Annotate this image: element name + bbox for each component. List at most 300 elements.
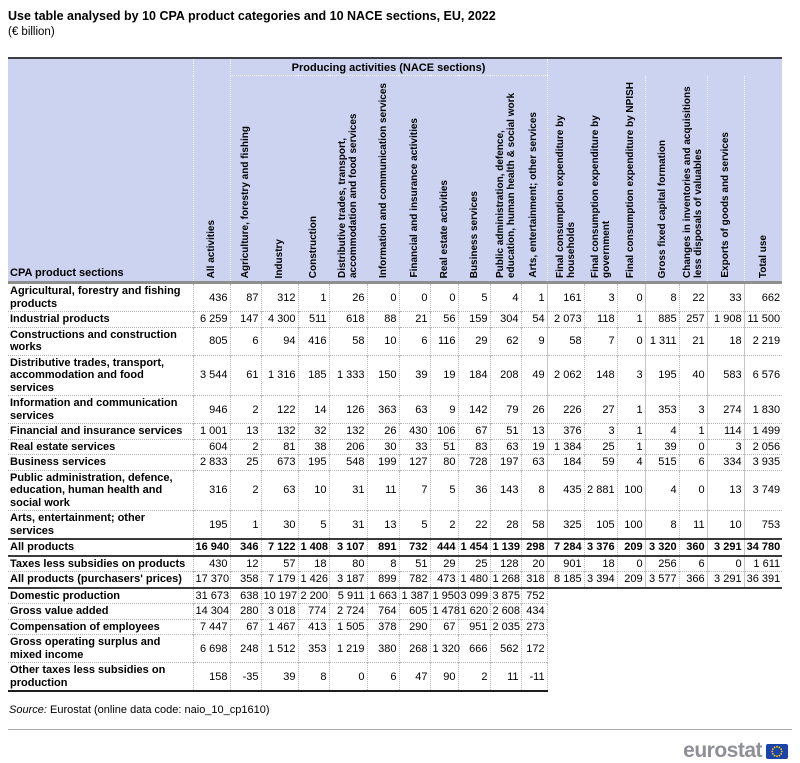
value-cell: 7 xyxy=(584,327,617,355)
value-cell: 2 056 xyxy=(744,439,782,455)
value-cell: 88 xyxy=(367,312,399,328)
column-header xyxy=(193,76,230,283)
value-cell: 47 xyxy=(399,663,430,692)
value-cell: 0 xyxy=(617,327,645,355)
value-cell: 161 xyxy=(547,283,584,312)
value-cell: 80 xyxy=(430,455,458,471)
value-cell: 353 xyxy=(298,635,329,663)
value-cell: 2 608 xyxy=(490,604,521,620)
value-cell: 3 xyxy=(679,396,707,424)
value-cell: 366 xyxy=(679,572,707,588)
value-cell: 195 xyxy=(645,355,679,396)
column-header xyxy=(399,76,430,283)
value-cell: 1 333 xyxy=(329,355,367,396)
value-cell: 10 xyxy=(298,470,329,511)
row-label: Arts, entertainment; other services xyxy=(8,511,193,540)
value-cell: 0 xyxy=(617,283,645,312)
value-cell: 26 xyxy=(367,424,399,440)
value-cell: 172 xyxy=(521,635,547,663)
eu-flag-icon xyxy=(766,744,788,759)
value-cell: 318 xyxy=(521,572,547,588)
value-cell: 2 881 xyxy=(584,470,617,511)
value-cell: 1 454 xyxy=(458,539,490,556)
value-cell: 728 xyxy=(458,455,490,471)
column-header-text: Industry xyxy=(274,238,285,278)
value-cell: 346 xyxy=(230,539,261,556)
empty-cell xyxy=(547,635,782,663)
value-cell: 515 xyxy=(645,455,679,471)
value-cell: 57 xyxy=(261,556,298,572)
table-row xyxy=(8,455,782,471)
value-cell: 118 xyxy=(584,312,617,328)
value-cell: 1 xyxy=(521,283,547,312)
value-cell: 4 300 xyxy=(261,312,298,328)
value-cell: 87 xyxy=(230,283,261,312)
unit-label: (€ billion) xyxy=(8,26,55,38)
column-header xyxy=(584,76,617,283)
value-cell: 0 xyxy=(707,556,744,572)
value-cell: 1 499 xyxy=(744,424,782,440)
value-cell: 1 408 xyxy=(298,539,329,556)
value-cell: 94 xyxy=(261,327,298,355)
column-header-text: Changes in inventories and acquisitions less disposals of valuables xyxy=(681,86,704,278)
value-cell: 774 xyxy=(298,604,329,620)
value-cell: 199 xyxy=(367,455,399,471)
value-cell: 127 xyxy=(399,455,430,471)
value-cell: 4 xyxy=(645,424,679,440)
value-cell: 638 xyxy=(230,588,261,604)
value-cell: 40 xyxy=(679,355,707,396)
value-cell: 67 xyxy=(230,619,261,635)
value-cell: 195 xyxy=(193,511,230,540)
value-cell: 8 xyxy=(298,663,329,692)
value-cell: 473 xyxy=(430,572,458,588)
value-cell: 430 xyxy=(399,424,430,440)
value-cell: 206 xyxy=(329,439,367,455)
value-cell: 1 387 xyxy=(399,588,430,604)
column-header xyxy=(298,76,329,283)
value-cell: 1 320 xyxy=(430,635,458,663)
value-cell: 891 xyxy=(367,539,399,556)
value-cell: 6 xyxy=(230,327,261,355)
value-cell: 3 935 xyxy=(744,455,782,471)
value-cell: 61 xyxy=(230,355,261,396)
value-cell: 1 480 xyxy=(458,572,490,588)
value-cell: 380 xyxy=(367,635,399,663)
column-header xyxy=(458,76,490,283)
value-cell: 3 291 xyxy=(707,572,744,588)
value-cell: 16 940 xyxy=(193,539,230,556)
row-label: Industrial products xyxy=(8,312,193,328)
value-cell: 0 xyxy=(617,556,645,572)
value-cell: 67 xyxy=(458,424,490,440)
value-cell: 142 xyxy=(458,396,490,424)
value-cell: 185 xyxy=(298,355,329,396)
value-cell: 8 xyxy=(521,470,547,511)
value-cell: 0 xyxy=(430,283,458,312)
value-cell: 1 xyxy=(298,283,329,312)
value-cell: 618 xyxy=(329,312,367,328)
value-cell: 248 xyxy=(230,635,261,663)
column-header-text: Public administration, defence, education, human health & social work xyxy=(494,92,517,278)
table-row xyxy=(8,511,782,540)
value-cell: 197 xyxy=(490,455,521,471)
value-cell: 2 833 xyxy=(193,455,230,471)
value-cell: 2 062 xyxy=(547,355,584,396)
header-corner xyxy=(8,58,193,76)
value-cell: 312 xyxy=(261,283,298,312)
column-header xyxy=(367,76,399,283)
empty-cell xyxy=(547,663,782,692)
row-label: Taxes less subsidies on products xyxy=(8,556,193,572)
column-header-text: Agriculture, forestry and fishing xyxy=(240,125,252,278)
column-header-text: Total use xyxy=(757,234,769,278)
column-header xyxy=(490,76,521,283)
value-cell: 32 xyxy=(298,424,329,440)
value-cell: 5 911 xyxy=(329,588,367,604)
value-cell: 132 xyxy=(329,424,367,440)
table-row xyxy=(8,604,782,620)
value-cell: 36 391 xyxy=(744,572,782,588)
row-label: Information and communication services xyxy=(8,396,193,424)
value-cell: 39 xyxy=(261,663,298,692)
value-cell: 6 698 xyxy=(193,635,230,663)
column-header xyxy=(617,76,645,283)
value-cell: 1 611 xyxy=(744,556,782,572)
value-cell: -35 xyxy=(230,663,261,692)
value-cell: 39 xyxy=(645,439,679,455)
value-cell: 21 xyxy=(399,312,430,328)
column-header xyxy=(430,76,458,283)
column-header xyxy=(329,76,367,283)
source-note xyxy=(9,704,792,716)
column-header-text: Final consumption expenditure by households xyxy=(554,115,577,278)
value-cell: 8 185 xyxy=(547,572,584,588)
value-cell: 79 xyxy=(490,396,521,424)
value-cell: 150 xyxy=(367,355,399,396)
value-cell: 100 xyxy=(617,511,645,540)
value-cell: 29 xyxy=(430,556,458,572)
value-cell: 31 673 xyxy=(193,588,230,604)
header-all-activities-top xyxy=(193,58,230,76)
value-cell: 10 197 xyxy=(261,588,298,604)
value-cell: 1 xyxy=(617,396,645,424)
value-cell: 6 xyxy=(679,556,707,572)
value-cell: 13 xyxy=(367,511,399,540)
value-cell: 20 xyxy=(521,556,547,572)
value-cell: 58 xyxy=(521,511,547,540)
column-header xyxy=(261,76,298,283)
value-cell: 10 xyxy=(707,511,744,540)
value-cell: 10 xyxy=(367,327,399,355)
table-row xyxy=(8,619,782,635)
row-label: Domestic production xyxy=(8,588,193,604)
value-cell: 63 xyxy=(261,470,298,511)
value-cell: 29 xyxy=(458,327,490,355)
value-cell: 5 xyxy=(458,283,490,312)
value-cell: 25 xyxy=(584,439,617,455)
value-cell: 14 304 xyxy=(193,604,230,620)
value-cell: 63 xyxy=(521,455,547,471)
value-cell: 7 xyxy=(399,470,430,511)
value-cell: 132 xyxy=(261,424,298,440)
value-cell: 1 467 xyxy=(261,619,298,635)
value-cell: 1 268 xyxy=(490,572,521,588)
row-label: Constructions and construction works xyxy=(8,327,193,355)
table-row xyxy=(8,635,782,663)
value-cell: 12 xyxy=(230,556,261,572)
column-header-text: Information and communication services xyxy=(377,82,389,278)
row-label: Gross operating surplus and mixed income xyxy=(8,635,193,663)
value-cell: 764 xyxy=(367,604,399,620)
value-cell: 3 xyxy=(584,424,617,440)
value-cell: 2 xyxy=(458,663,490,692)
value-cell: 2 073 xyxy=(547,312,584,328)
table-row xyxy=(8,470,782,511)
value-cell: 209 xyxy=(617,572,645,588)
value-cell: 1 311 xyxy=(645,327,679,355)
value-cell: 0 xyxy=(367,283,399,312)
value-cell: 0 xyxy=(399,283,430,312)
value-cell: 22 xyxy=(458,511,490,540)
value-cell: 378 xyxy=(367,619,399,635)
value-cell: 2 035 xyxy=(490,619,521,635)
value-cell: 1 512 xyxy=(261,635,298,663)
value-cell: 6 xyxy=(399,327,430,355)
column-header-text: Gross fixed capital formation xyxy=(656,139,668,278)
column-header xyxy=(547,76,584,283)
value-cell: 3 xyxy=(584,283,617,312)
value-cell: 4 xyxy=(645,470,679,511)
value-cell: 885 xyxy=(645,312,679,328)
value-cell: 3 394 xyxy=(584,572,617,588)
value-cell: 59 xyxy=(584,455,617,471)
value-cell: 1 xyxy=(617,312,645,328)
value-cell: 19 xyxy=(521,439,547,455)
value-cell: 1 478 xyxy=(430,604,458,620)
column-header-text: Real estate activities xyxy=(438,179,450,278)
value-cell: 782 xyxy=(399,572,430,588)
value-cell: 548 xyxy=(329,455,367,471)
value-cell: 90 xyxy=(430,663,458,692)
row-label: Real estate services xyxy=(8,439,193,455)
value-cell: 13 xyxy=(230,424,261,440)
table-row xyxy=(8,572,782,588)
value-cell: 583 xyxy=(707,355,744,396)
value-cell: 376 xyxy=(547,424,584,440)
value-cell: 63 xyxy=(399,396,430,424)
table-row xyxy=(8,556,782,572)
value-cell: 11 xyxy=(490,663,521,692)
value-cell: 0 xyxy=(679,439,707,455)
value-cell: 184 xyxy=(547,455,584,471)
value-cell: 209 xyxy=(617,539,645,556)
value-cell: 51 xyxy=(490,424,521,440)
value-cell: 3 xyxy=(617,355,645,396)
value-cell: 51 xyxy=(399,556,430,572)
value-cell: 18 xyxy=(707,327,744,355)
value-cell: 434 xyxy=(521,604,547,620)
value-cell: 3 320 xyxy=(645,539,679,556)
value-cell: 1 620 xyxy=(458,604,490,620)
value-cell: 11 xyxy=(367,470,399,511)
column-header-text: Distributive trades, transport, accommodation and food services xyxy=(337,113,359,278)
value-cell: 416 xyxy=(298,327,329,355)
value-cell: 126 xyxy=(329,396,367,424)
value-cell: 5 xyxy=(430,470,458,511)
value-cell: 195 xyxy=(298,455,329,471)
value-cell: 19 xyxy=(430,355,458,396)
value-cell: 128 xyxy=(490,556,521,572)
value-cell: 184 xyxy=(458,355,490,396)
value-cell: 6 259 xyxy=(193,312,230,328)
row-label: Other taxes less subsidies on production xyxy=(8,663,193,692)
value-cell: 18 xyxy=(298,556,329,572)
row-label: Financial and insurance services xyxy=(8,424,193,440)
value-cell: 0 xyxy=(329,663,367,692)
value-cell: 7 447 xyxy=(193,619,230,635)
value-cell: 752 xyxy=(521,588,547,604)
value-cell: 7 284 xyxy=(547,539,584,556)
row-label: Gross value added xyxy=(8,604,193,620)
value-cell: 114 xyxy=(707,424,744,440)
value-cell: 1 139 xyxy=(490,539,521,556)
table-row xyxy=(8,439,782,455)
value-cell: 753 xyxy=(744,511,782,540)
value-cell: 49 xyxy=(521,355,547,396)
value-cell: 280 xyxy=(230,604,261,620)
value-cell: 33 xyxy=(399,439,430,455)
value-cell: 39 xyxy=(399,355,430,396)
value-cell: 0 xyxy=(679,470,707,511)
table-row xyxy=(8,663,782,692)
value-cell: 2 724 xyxy=(329,604,367,620)
value-cell: 1 908 xyxy=(707,312,744,328)
value-cell: 7 179 xyxy=(261,572,298,588)
table-row xyxy=(8,424,782,440)
value-cell: 363 xyxy=(367,396,399,424)
value-cell: 5 xyxy=(298,511,329,540)
source-text: Eurostat (online data code: naio_10_cp1610) xyxy=(49,704,270,716)
value-cell: 2 xyxy=(430,511,458,540)
value-cell: 6 576 xyxy=(744,355,782,396)
value-cell: 226 xyxy=(547,396,584,424)
page-title: Use table analysed by 10 CPA product categories and 10 NACE sections, EU, 2022 xyxy=(8,9,496,23)
value-cell: 11 xyxy=(679,511,707,540)
value-cell: 2 xyxy=(230,470,261,511)
value-cell: 158 xyxy=(193,663,230,692)
value-cell: 147 xyxy=(230,312,261,328)
value-cell: 435 xyxy=(547,470,584,511)
value-cell: 1 316 xyxy=(261,355,298,396)
table-row xyxy=(8,327,782,355)
value-cell: 2 219 xyxy=(744,327,782,355)
value-cell: 18 xyxy=(584,556,617,572)
value-cell: 353 xyxy=(645,396,679,424)
value-cell: 80 xyxy=(329,556,367,572)
value-cell: 805 xyxy=(193,327,230,355)
value-cell: 143 xyxy=(490,470,521,511)
value-cell: 605 xyxy=(399,604,430,620)
value-cell: 1 xyxy=(617,424,645,440)
table-header xyxy=(8,58,782,283)
value-cell: 83 xyxy=(458,439,490,455)
value-cell: 26 xyxy=(521,396,547,424)
value-cell: 3 875 xyxy=(490,588,521,604)
value-cell: 666 xyxy=(458,635,490,663)
value-cell: 325 xyxy=(547,511,584,540)
value-cell: 274 xyxy=(707,396,744,424)
column-header-text: Business services xyxy=(468,190,480,278)
value-cell: 1 663 xyxy=(367,588,399,604)
column-header xyxy=(707,76,744,283)
row-label: Business services xyxy=(8,455,193,471)
value-cell: 604 xyxy=(193,439,230,455)
value-cell: 17 370 xyxy=(193,572,230,588)
value-cell: 3 018 xyxy=(261,604,298,620)
value-cell: 36 xyxy=(458,470,490,511)
value-cell: 148 xyxy=(584,355,617,396)
value-cell: 662 xyxy=(744,283,782,312)
column-header xyxy=(230,76,261,283)
table-row xyxy=(8,588,782,604)
value-cell: 21 xyxy=(679,327,707,355)
value-cell: 30 xyxy=(261,511,298,540)
value-cell: 360 xyxy=(679,539,707,556)
value-cell: 304 xyxy=(490,312,521,328)
value-cell: 67 xyxy=(430,619,458,635)
value-cell: 1 001 xyxy=(193,424,230,440)
value-cell: 34 780 xyxy=(744,539,782,556)
table-row xyxy=(8,396,782,424)
column-header-text: Final consumption expenditure by NPISH xyxy=(625,81,637,278)
column-header-text: Construction xyxy=(308,215,319,278)
value-cell: 33 xyxy=(707,283,744,312)
value-cell: 268 xyxy=(399,635,430,663)
column-header xyxy=(521,76,547,283)
row-label: Public administration, defence, education, human health and social work xyxy=(8,470,193,511)
value-cell: 358 xyxy=(230,572,261,588)
table-body xyxy=(8,283,782,692)
value-cell: 56 xyxy=(430,312,458,328)
value-cell: 11 500 xyxy=(744,312,782,328)
header-final-uses-top xyxy=(547,58,782,76)
value-cell: 51 xyxy=(430,439,458,455)
value-cell: 1 xyxy=(679,424,707,440)
value-cell: 105 xyxy=(584,511,617,540)
cpa-sections-label: CPA product sections xyxy=(8,76,193,283)
value-cell: 946 xyxy=(193,396,230,424)
value-cell: 316 xyxy=(193,470,230,511)
value-cell: 30 xyxy=(367,439,399,455)
value-cell: 27 xyxy=(584,396,617,424)
value-cell: 1 830 xyxy=(744,396,782,424)
column-header xyxy=(645,76,679,283)
value-cell: 116 xyxy=(430,327,458,355)
value-cell: 9 xyxy=(521,327,547,355)
value-cell: 100 xyxy=(617,470,645,511)
value-cell: 2 xyxy=(230,396,261,424)
row-label: All products xyxy=(8,539,193,556)
value-cell: 22 xyxy=(679,283,707,312)
value-cell: 273 xyxy=(521,619,547,635)
value-cell: 81 xyxy=(261,439,298,455)
value-cell: 7 122 xyxy=(261,539,298,556)
table-row xyxy=(8,312,782,328)
value-cell: 2 xyxy=(230,439,261,455)
column-header-text: Arts, entertainment; other services xyxy=(528,112,540,278)
value-cell: 436 xyxy=(193,283,230,312)
